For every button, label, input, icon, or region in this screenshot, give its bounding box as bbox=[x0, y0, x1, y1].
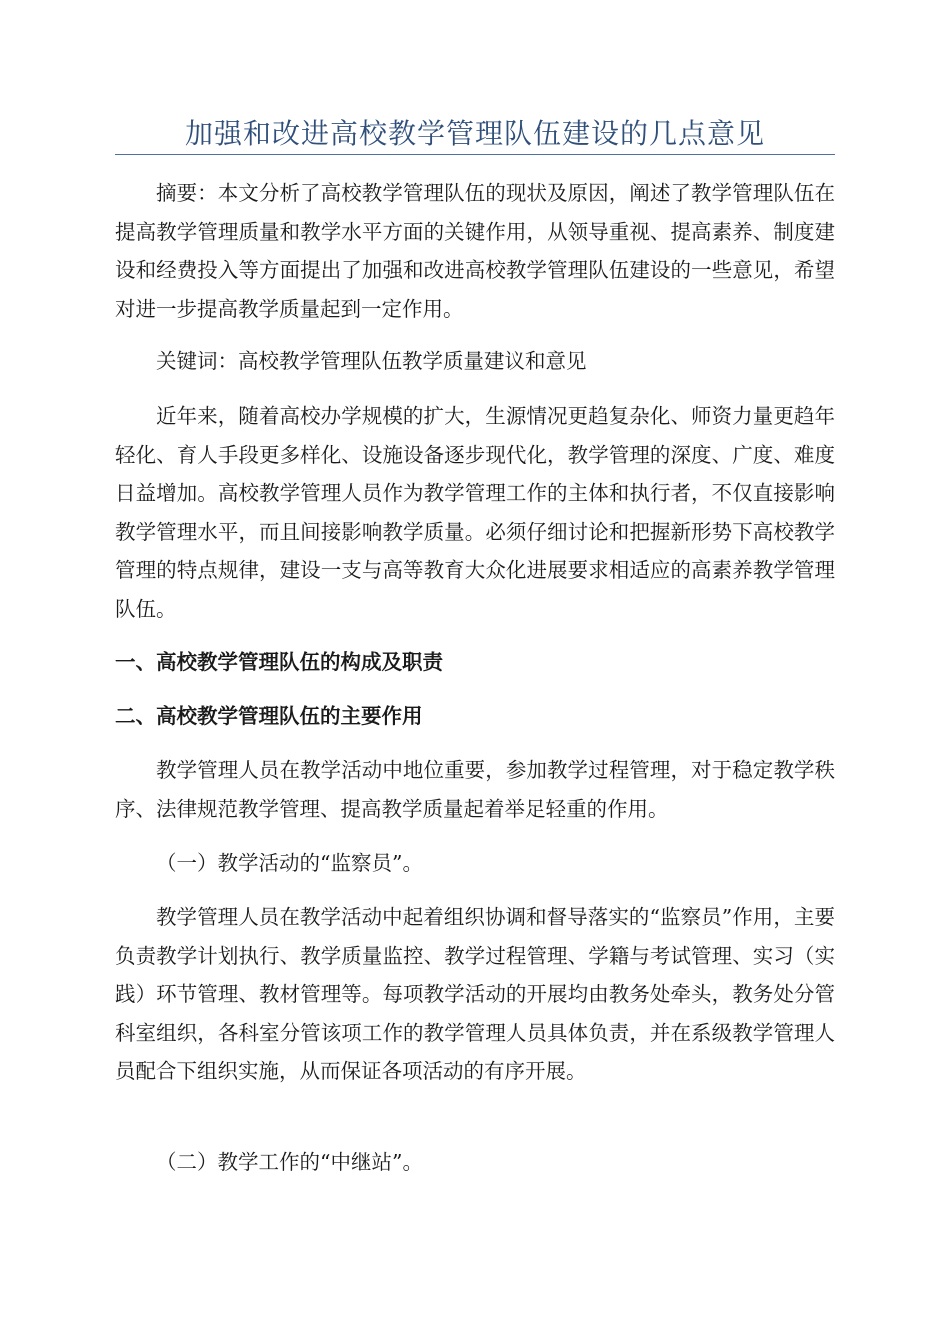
document-title: 加强和改进高校教学管理队伍建设的几点意见 bbox=[184, 117, 765, 150]
abstract-paragraph: 摘要：本文分析了高校教学管理队伍的现状及原因，阐述了教学管理队伍在提高教学管理质量和教学水平方面的关键作用，从领导重视、提高素养、制度建设和经费投入等方面提出了加强和改进高校教学管理队伍建设的一些意见，希望对进一步提高教学质量起到一定作用。 bbox=[115, 181, 835, 321]
subsection-heading-1: （一）教学活动的“监察员”。 bbox=[156, 851, 423, 875]
intro-paragraph: 近年来，随着高校办学规模的扩大，生源情况更趋复杂化、师资力量更趋年轻化、育人手段更多样化、设施设备逐步现代化，教学管理的深度、广度、难度日益增加。高校教学管理人员作为教学管理工作的主体和执行者，不仅直接影响教学管理水平，而且间接影响教学质量。必须仔细讨论和把握新形势下高校教学管理的特点规律，建设一支与高等教育大众化进展要求相适应的高素养教学管理队伍。 bbox=[115, 404, 835, 621]
role-paragraph: 教学管理人员在教学活动中地位重要，参加教学过程管理，对于稳定教学秩序、法律规范教学管理、提高教学质量起着举足轻重的作用。 bbox=[115, 758, 835, 821]
section-heading-1: 一、高校教学管理队伍的构成及职责 bbox=[115, 650, 443, 674]
subsection-heading-2: （二）教学工作的“中继站”。 bbox=[156, 1150, 423, 1174]
section-heading-2: 二、高校教学管理队伍的主要作用 bbox=[115, 704, 423, 728]
title-underline bbox=[115, 154, 835, 155]
subsection-1-paragraph: 教学管理人员在教学活动中起着组织协调和督导落实的“监察员”作用，主要负责教学计划执行、教学质量监控、教学过程管理、学籍与考试管理、实习（实践）环节管理、教材管理等。每项教学活动的开展均由教务处牵头，教务处分管科室组织，各科室分管该项工作的教学管理人员具体负责，并在系级教学管理人员配合下组织实施，从而保证各项活动的有序开展。 bbox=[115, 905, 835, 1083]
keywords-paragraph: 关键词：高校教学管理队伍教学质量建议和意见 bbox=[156, 349, 587, 373]
